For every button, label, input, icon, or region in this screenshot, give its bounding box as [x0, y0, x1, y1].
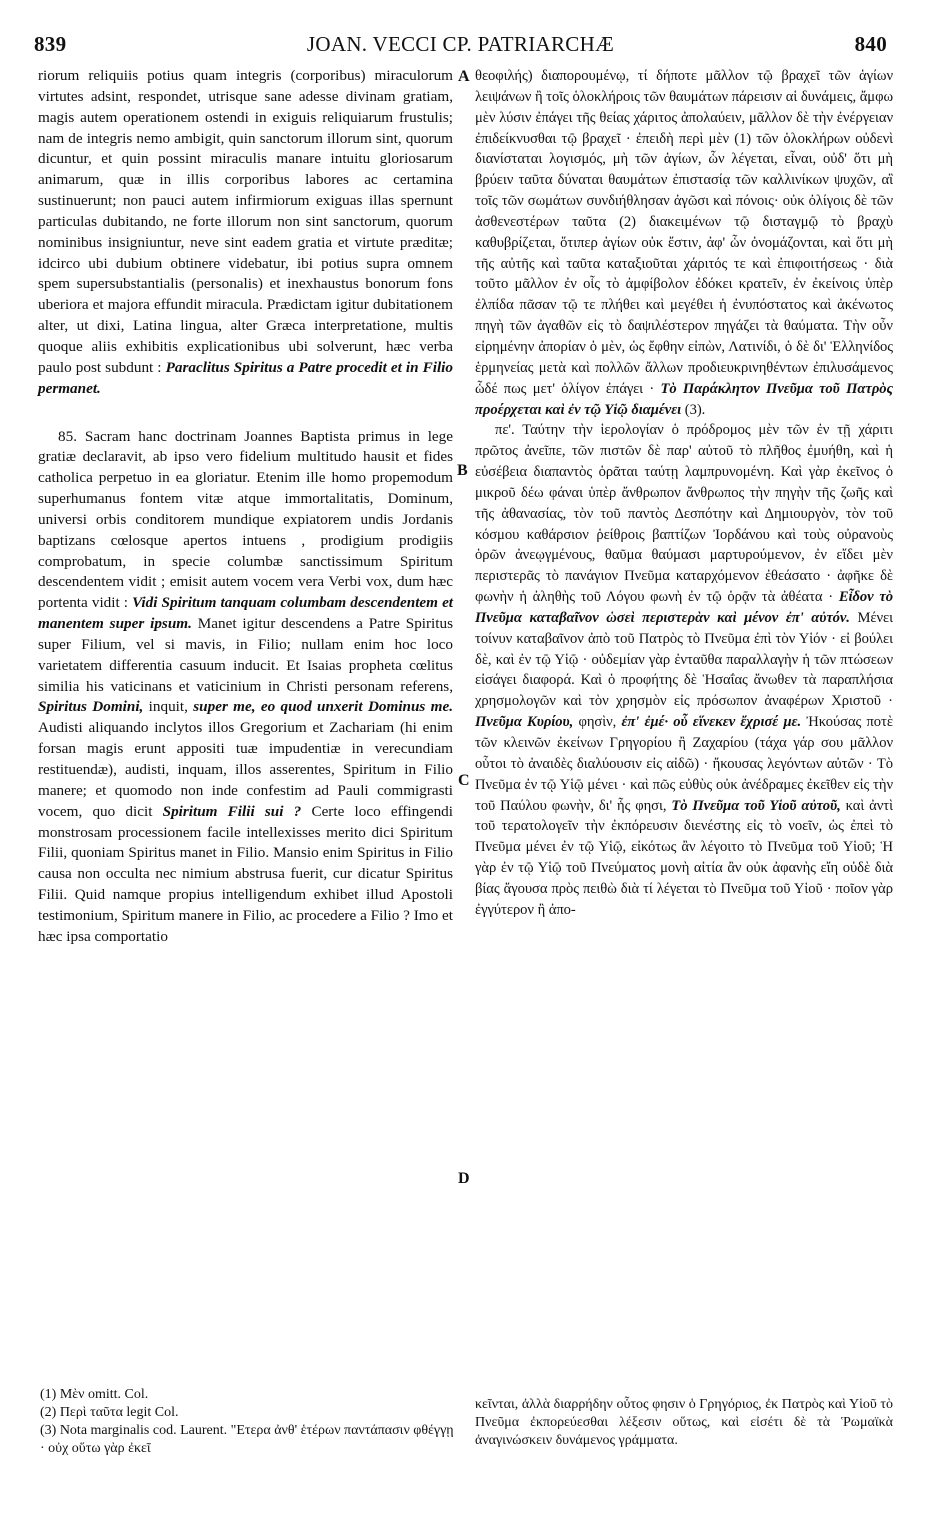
footnote-1: (1) Μὲν omitt. Col. [40, 1387, 149, 1402]
footnote-3: (3) Nota marginalis cod. Laurent. "Ετερα ἀνθ' ἑτέρων παντάπασιν φθέγγῃ · οὐχ οὕτω γὰρ ἐκεῖ [40, 1423, 454, 1456]
greek-quote: Τὸ Παράκλητον Πνεῦμα τοῦ Πατρὸς προέρχεται καὶ ἐν τῷ Υἱῷ διαμένει [475, 380, 893, 418]
page-number-right: 840 [854, 32, 887, 56]
footnote-3-continued: κεῖνται, ἀλλὰ διαρρήδην οὗτος φησιν ὁ Γρηγόριος, ἐκ Πατρὸς καὶ Υἱοῦ τὸ Πνεῦμα ἐκπορεύεσθαι λέξεσιν οὕτως, καὶ εἰσέτι δὲ τὰ Ῥωμαϊκὰ ἀναγινώσκειν δυνάμενος γράμματα. [475, 1397, 893, 1448]
greek-paragraph-2: πε'. Ταύτην τὴν ἱερολογίαν ὁ πρόδρομος μὲν τῶν ἐν τῇ χάριτι πρῶτος ἀνεῖπε, τῶν πιστῶν δὲ παρ' αὐτοῦ τὸ πλῆθος ἐμυήθη, καὶ ἡ εὐσέβεια διαπαντὸς ὁρᾶται ταύτῃ λαμπρυνομένη. Καὶ γὰρ ἐκεῖνος ὁ μικροῦ δέω φάναι ὑπὲρ ἄνθρωπον ἄνθρωπος τὴν πηγὴν τῆς ζωῆς καὶ τῆς ἀθανασίας, τὸν τοῦ παντὸς Δεσπότην καὶ Δημιουργὸν, τὸν τοῦ κόσμου καθάρσιον ῥείθροις βαπτίζων Ἰορδάνου καὶ τοὺς οὐρανοὺς ὁρῶν ἀνεῳγμένους, θαῦμα θαύμασι μαρτυρούμενον, ἐν εἴδει μὲν περιστερᾶς τὸ πανάγιον Πνεῦμα καταρχόμενον ἐθεάσατο · ἀφῆκε δὲ φωνὴν ἡ ἀληθὴς τοῦ Λόγου φωνὴ ἐν τῷ ὁρᾷν τὰ ἀθέατα · Εἶδον τὸ Πνεῦμα καταβαῖνον ὡσεὶ περιστερὰν καὶ μένον ἐπ' αὐτόν. Μένει τοίνυν καταβαῖνον ἀπὸ τοῦ Πατρὸς τὸ Πνεῦμα ἐπὶ τὸν Υἱόν · εἰ βούλει δὲ, καὶ ἐν τῷ Υἱῷ · οὐδεμίαν γὰρ ἐνταῦθα παραλλαγὴν ἡ τῶν πτώσεων εἰσάγει διαφορά. Καὶ ὁ προφήτης δὲ Ἡσαΐας ἄνωθεν τὰ παραπλήσια χρησμολογῶν καὶ τὸν χρησμὸν εἰς πρόσωπον ἀναφέρων Χριστοῦ · Πνεῦμα Κυρίου, φησὶν, ἐπ' ἐμέ· οὗ εἵνεκεν ἔχρισέ με. Ἠκούσας ποτὲ τῶν κλεινῶν ἐκείνων Γρηγορίου ἢ Ζαχαρίου (τάχα γάρ σου μᾶλλον οὗτοι τὸ ἀναιδὲς διαλύουσιν εἰς αἰδῶ) · ἤκουσας λεγόντων αὐτῶν · Τὸ Πνεῦμα ἐν τῷ Υἱῷ μένει · καὶ πῶς εὐθὺς οὐκ ἀνέδραμες ἐκεῖθεν εἰς τὴν τοῦ Παύλου φωνὴν, δι' ἧς φησι, Τὸ Πνεῦμα τοῦ Υἱοῦ αὐτοῦ, καὶ ἀντὶ τοῦ τερατολογεῖν τὴν ἐκπόρευσιν διενέστης εἰς τὸ νοεῖν, ὡς ἐπεὶ τὸ Πνεῦμα μένει ἐν τῷ Υἱῷ, εἰκότως ἂν λέγοιτο τὸ Πνεῦμα τοῦ Υἱοῦ; Ἡ γὰρ ἐν τῷ Υἱῷ τοῦ Πνεύματος μονὴ αἰτία ἂν οὐκ ἀφανὴς εἴη οὐδὲ διὰ βίας ἄγουσα πρὸς πειθὼ διὰ τί λέγεται τὸ Πνεῦμα τοῦ Υἱοῦ · ποῖον γὰρ ἐγγύτερον ἢ ἀπο- [475, 422, 894, 918]
latin-quote: Paraclitus Spiritus a Patre procedit et in Filio permanet. [38, 358, 453, 397]
footnote-2: (2) Περὶ ταῦτα legit Col. [40, 1405, 179, 1420]
latin-paragraph-2: 85. Sacram hanc doctrinam Joannes Baptista primus in lege gratiæ declaravit, ab ipso vero fidelium multitudo hausit et fides catholica perpetuo in ea gloriatur. Etenim ille homo propemodum superhumanus fontem vitæ atque immortalitatis, Dominum, universi orbis conditorem mundique expiatorem undis Jordanis baptizans cœlosque apertos intuens , prodigium prodigiis comprobatum, in specie columbæ sanctissimum Spiritum descendentem vidit ; emisit autem vocem vera Verbi vox, dum hæc portenta vidit : Vidi Spiritum tanquam columbam descendentem et manentem super ipsum. Manet igitur descendens a Patre Spiritus super Filium, vel si mavis, in Filio; nullam enim hoc loco varietatem differentia casuum inducit. Et Isaias propheta cœlitus similia his vaticinans et vaticinium in Christi personam referens, Spiritus Domini, inquit, super me, eo quod unxerit Dominus me. Audisti aliquando inclytos illos Gregorium et Zachariam (hi enim forsan magis erunt appositi tuæ impudentiæ in verecundiam restituendæ), audisti, inquam, illos asserentes, Spiritum in Filio manere; et quomodo non inde confestim ad Pauli commigrasti vocem, quo dicit Spiritum Filii sui ? Certe loco effingendi monstrosam processionem facile intellexisses merito dici Spiritum Filii, quoniam Spiritus manet in Filio. Mansio enim Spiritus in Filio causa non occulta nec nimium abstrusa fuerit, cur dicatur Spiritus Filii. Quid namque propius intelligendum exhibet illud Apostoli testimonium, Spiritum manere in Filio, ac procedere a Filio ? Imo et hæc ipsa comportatio [38, 427, 454, 945]
running-title: JOAN. VECCI CP. PATRIARCHÆ [306, 32, 615, 56]
section-marker-d: D [458, 1170, 470, 1187]
footnotes-left [40, 1386, 460, 1458]
latin-paragraph-1: riorum reliquiis potius quam integris (corporibus) miraculorum virtutes adsint, respondet, utrisque sane adesse divinam gratiam, magis autem operationem ostendi in exiguis reliquiarum frustulis; nam de integris nemo ambigit, quin sanctorum illorum sint, quorum dicuntur, et quin possint miraculis manare intuitu gloriosarum animarum, quæ in illis corporibus labores ac certamina sustinuerunt; non pauci autem infirmiorum exiguas illas spernunt particulas dubitando, ne forte illorum non sint sanctorum, quorum nominibus insigniuntur, neve sint eadem gratia et virtute præditæ; idcirco ubi dubium obtinere videbatur, ibi potius supra omnem spem supersubstantialis (personalis) et inexhaustus bonorum fons uberiora et majora effundit miracula. Prædictam igitur dubitationem alter, ut dixi, Latina lingua, alter Græca interpretatione, multis quoque aliis exhibitis explicationibus ubi solverunt, hæc verba paulo post subdunt : Paraclitus Spiritus a Patre procedit et in Filio permanet. [38, 67, 453, 397]
greek-column [475, 66, 893, 921]
section-marker-c: C [458, 772, 470, 789]
page-number-left: 839 [34, 32, 67, 56]
section-marker-b: B [457, 462, 468, 479]
section-marker-a: A [458, 68, 470, 85]
page-header [34, 32, 887, 58]
footnotes-right [475, 1396, 893, 1450]
latin-column [38, 66, 453, 948]
greek-paragraph-1: θεοφιλής) διαπορουμένῳ, τί δήποτε μᾶλλον τῷ βραχεῖ τῶν ἁγίων λειψάνων ἢ τοῖς ὁλοκλήροις τῶν θαυμάτων πάρεισιν αἱ δυνάμεις, ἄμφω μὲν λύσιν ἐπάγει τῆς θείας χάριτος ἀπολαύειν, μᾶλλον δὲ τὴν ἐνέργειαν ἐπιδείκνυσθαι τῷ βραχεῖ · ἐπειδὴ περὶ μὲν (1) τῶν ὁλοκλήρων οὐδενὶ διανίσταται λογισμός, μὴ τῶν ἁγίων, ὧν λέγεται, εἶναι, οὐδ' ὅτι μὴ βρύειν ταῦτα δύναται θαυμάτων ἐπιστασίᾳ τῶν καλλινίκων ψυχῶν, αἳ τοῖς τῶν σωμάτων συνδιήθλησαν ἀγῶσι καὶ πόνοις· οὐκ ὀλίγοις δὲ τῶν ἀσθενεστέρων ταῦτα (2) διακειμένων τῷ δισταγμῷ τὸ βραχὺ καθυβρίζεται, ὅτιπερ ἁγίων οὐκ ἔστιν, ἀφ' ὧν ὀνομάζονται, καὶ ὅτι μὴ τῆς αὐτῆς καὶ ταῦτα καταξιοῦται χάριτός τε καὶ ἐπιφοιτήσεως · διὰ τοῦτο μᾶλλον ἐν οἷς τὸ ἀμφίβολον ἐδόκει κρατεῖν, ἐν ἐκείνοις ὑπὲρ ἐλπίδα πᾶσαν τῷ τε πλήθει καὶ μεγέθει ἡ ἐνυπόστατος καὶ ἀκένωτος πηγὴ τῶν ἀγαθῶν εἰς τὸ δαψιλέστερον πηγάζει τὰ θαύματα. Τὴν οὖν εἰρημένην ἀπορίαν ὁ μὲν, ὡς ἔφθην εἰπὼν, Λατινίδι, ὁ δὲ δι' Ἑλληνίδος ἑρμηνείας μετὰ καὶ πολλῶν ἄλλων προδιευκρινηθέντων ἐπιλυσάμενος ὧδέ πως μετ' ὀλίγον ἐπάγει · Τὸ Παράκλητον Πνεῦμα τοῦ Πατρὸς προέρχεται καὶ ἐν τῷ Υἱῷ διαμένει (3). [475, 68, 893, 418]
